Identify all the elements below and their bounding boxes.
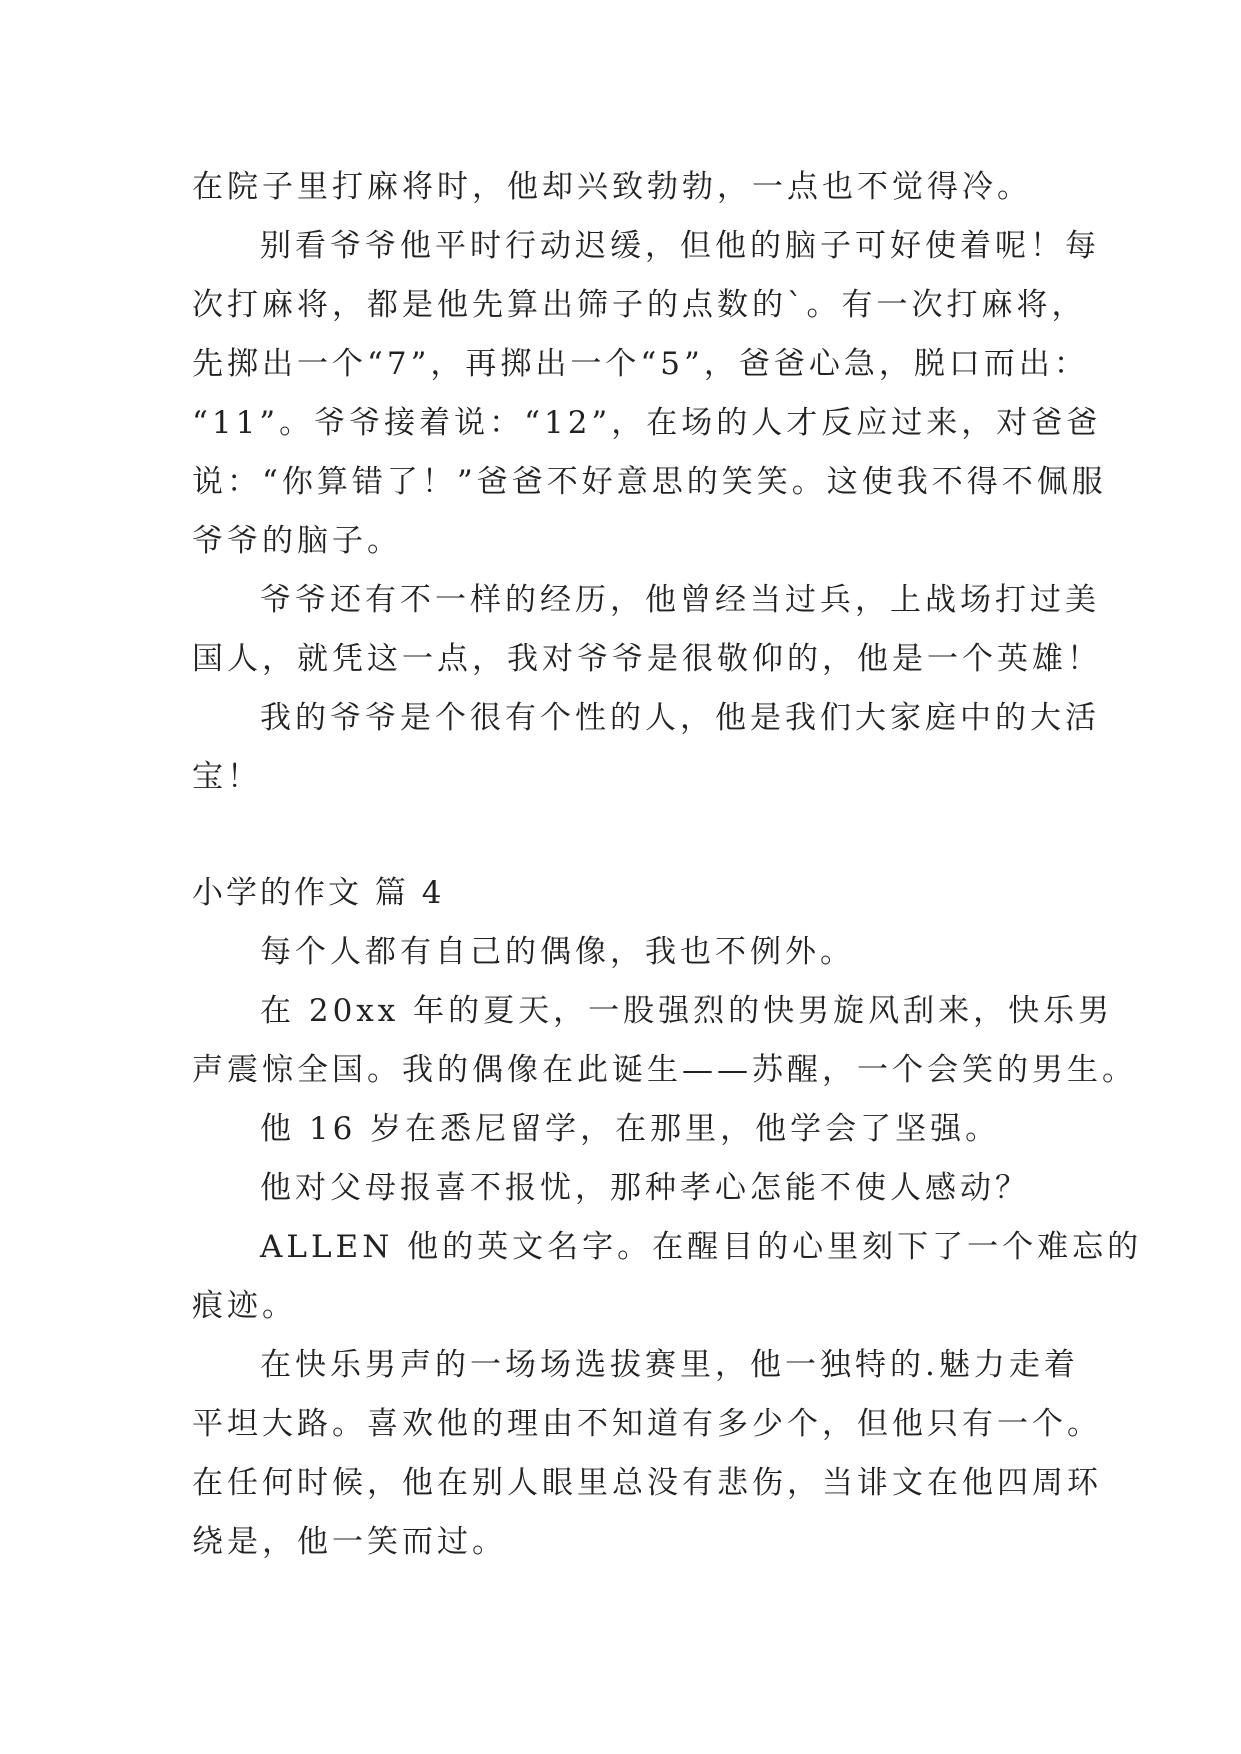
paragraph-line: 国人，就凭这一点，我对爷爷是很敬仰的，他是一个英雄！ xyxy=(192,641,1102,677)
paragraph xyxy=(192,1159,1060,1218)
paragraph xyxy=(192,923,1060,982)
paragraph-line: 在 20xx 年的夏天，一股强烈的快男旋风刮来，快乐男 xyxy=(260,993,1114,1029)
paragraph xyxy=(192,1218,1143,1336)
paragraph xyxy=(192,571,1102,689)
paragraph-line: 每个人都有自己的偶像，我也不例外。 xyxy=(260,934,855,970)
paragraph-line: “11”。爷爷接着说：“12”，在场的人才反应过来，对爸爸 xyxy=(192,405,1102,441)
paragraph-line: 别看爷爷他平时行动迟缓，但他的脑子可好使着呢！每 xyxy=(260,228,1100,264)
paragraph xyxy=(192,217,1107,571)
paragraph xyxy=(192,1336,1102,1572)
paragraph-line: 声震惊全国。我的偶像在此诞生——苏醒，一个会笑的男生。 xyxy=(192,1052,1137,1088)
paragraph-line: 痕迹。 xyxy=(192,1288,297,1324)
paragraph-line: 次打麻将，都是他先算出筛子的点数的`。有一次打麻将， xyxy=(192,287,1087,323)
paragraph-line: 宝！ xyxy=(192,759,262,795)
paragraph-line: 爷爷的脑子。 xyxy=(192,523,402,559)
document-page xyxy=(192,158,1143,1572)
paragraph-line: 先掷出一个“7”，再掷出一个“5”，爸爸心急，脱口而出： xyxy=(192,346,1089,382)
paragraph-line: 我的爷爷是个很有个性的人，他是我们大家庭中的大活 xyxy=(260,700,1100,736)
paragraph-line: 爷爷还有不一样的经历，他曾经当过兵，上战场打过美 xyxy=(260,582,1100,618)
paragraph-line: 他对父母报喜不报忧，那种孝心怎能不使人感动？ xyxy=(260,1170,1030,1206)
paragraph xyxy=(192,1100,1060,1159)
paragraph-line: 说：“你算错了！”爸爸不好意思的笑笑。这使我不得不佩服 xyxy=(192,464,1107,500)
section-4-body xyxy=(192,923,1143,1572)
paragraph-line: 平坦大路。喜欢他的理由不知道有多少个，但他只有一个。 xyxy=(192,1406,1102,1442)
paragraph xyxy=(192,158,1060,217)
paragraph-line: 在院子里打麻将时，他却兴致勃勃，一点也不觉得冷。 xyxy=(192,169,1032,205)
section-3-tail xyxy=(192,158,1107,807)
paragraph xyxy=(192,982,1137,1100)
paragraph-line: 在任何时候，他在别人眼里总没有悲伤，当诽文在他四周环 xyxy=(192,1465,1102,1501)
paragraph xyxy=(192,689,1100,807)
paragraph-line: 在快乐男声的一场场选拔赛里，他一独特的.魅力走着 xyxy=(260,1347,1079,1383)
paragraph-line: 绕是，他一笑而过。 xyxy=(192,1524,507,1560)
section-4-title: 小学的作文 篇 4 xyxy=(192,875,445,911)
paragraph-line: ALLEN 他的英文名字。在醒目的心里刻下了一个难忘的 xyxy=(260,1229,1143,1265)
paragraph-line: 他 16 岁在悉尼留学，在那里，他学会了坚强。 xyxy=(260,1111,1001,1147)
